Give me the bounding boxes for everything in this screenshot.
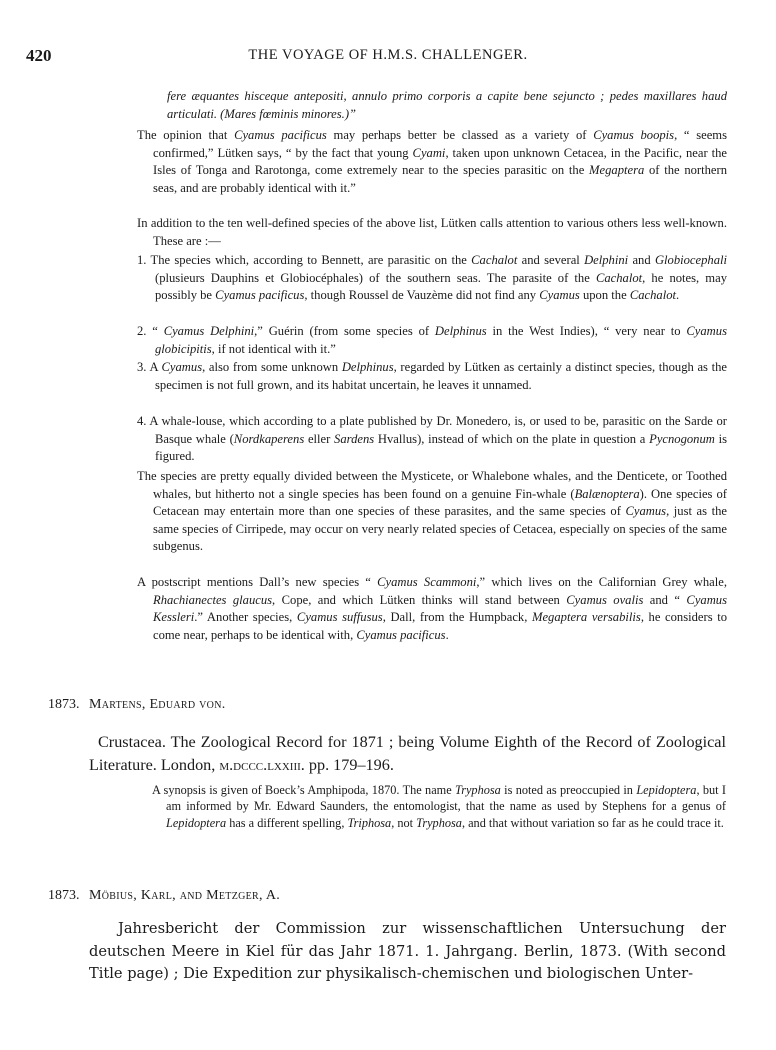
paragraph-additional-species (137, 215, 727, 250)
species-name: Pycnogonum (649, 431, 715, 446)
text-run: , just as the same species of Cirripede, may occur on very nearly related species of Cetacea, especially on species of the same subgenus. (153, 504, 728, 554)
entry-title-mobius (89, 918, 726, 986)
item-number: 3. (137, 360, 147, 374)
entry-note-martens (152, 782, 726, 831)
list-item (137, 252, 727, 305)
species-name: Balænoptera (574, 486, 640, 501)
species-name: Cyamus (161, 360, 203, 374)
species-name: Delphini (584, 253, 629, 267)
text-run: , and that without variation so far as he could trace it. (461, 815, 724, 830)
text-run: , though Roussel de Vauzème did not find any (304, 288, 540, 303)
species-name: Megaptera versabilis (531, 610, 641, 625)
page-header (26, 46, 750, 68)
text-run: , regarded by Lütken as certainly a distinct species, though as the specimen is not full grown, and its habitat uncertain, he leaves it unnamed. (155, 360, 727, 392)
text-run: A whale-louse, which according to a plate published by Dr. Monedero, is, or used to be, parasitic on the Sarde or Basque whale ( (149, 414, 727, 446)
text-run: . (445, 627, 449, 642)
text-run: m.dccc.lxxiii. (219, 755, 305, 774)
text-run: A synopsis is given of Boeck’s Amphipoda, 1870. The name (152, 783, 456, 797)
text-run: A postscript mentions Dall’s new species “ (137, 575, 378, 589)
species-name: Cyamus (625, 504, 667, 519)
text-run: , Dall, from the Humpback, (382, 610, 532, 625)
text-run: Hvallus), instead of which on the plate in question a (374, 431, 650, 446)
text-run: is figured. (155, 431, 727, 464)
species-name: Cachalot (629, 288, 677, 303)
text-run: In addition to the ten well-defined species of the above list, Lütken calls attention to various others less well-known. These are :— (137, 216, 727, 248)
text-run: Jahresbericht der Commission zur wissenschaftlichen Untersuchung der deutschen Meere in Kiel für das Jahr 1871. 1. Jahrgang. Berlin, 1873. (With second Title page) ; Die Expedition zur physikalisch-chemischen und biologischen Unter- (89, 920, 726, 982)
genus-name: Triphosa (347, 815, 392, 830)
text-run: and several (517, 253, 585, 267)
text-run: The species which, according to Bennett, are parasitic on the (150, 253, 472, 267)
text-run: , he considers to come near, perhaps to be identical with, (153, 610, 728, 642)
text-run: eller (304, 431, 335, 446)
text-run: Crustacea. The Zoological Record for 1871 ; being Volume Eighth of the Record of Zoological Literature. London, (89, 733, 726, 774)
paragraph-species-distribution (137, 468, 727, 556)
text-run: The species are pretty equally divided between the Mysticete, or Whalebone whales, and the Denticete, or Toothed whales, but hitherto not a single species has been found on a genuine Fin-whale ( (137, 469, 727, 501)
species-name: Cyamus pacificus (356, 627, 446, 642)
text-run: ). One species of Cetacean may entertain more than one species of these parasites, and the same species of (153, 486, 727, 519)
text-run: , but I am informed by Mr. Edward Saunders, the entomologist, that the name as used by Stephens for a genus of (166, 783, 727, 814)
item-number: 2. (137, 324, 147, 338)
quote-continuation (137, 88, 727, 123)
page-number: 420 (26, 46, 52, 65)
genus-name: Lepidoptera (636, 783, 697, 797)
list-item (137, 413, 727, 466)
species-name: Cyamus suffusus (296, 610, 383, 625)
entry-heading-martens (48, 697, 226, 713)
entry-heading-mobius (48, 888, 280, 904)
entry-year: 1873. (48, 888, 80, 903)
species-name: Cachalot (595, 270, 643, 285)
entry-author: Möbius, Karl, and Metzger, A. (89, 888, 281, 903)
species-name: Cyamus Delphini (163, 324, 255, 338)
text-run: “ (152, 324, 164, 338)
text-run: pp. 179–196. (304, 755, 394, 774)
species-name: Delphinus (341, 360, 394, 374)
species-name: Rhachianectes glaucus (153, 592, 273, 607)
text-run: , he notes, may possibly be (155, 270, 727, 303)
species-name: Cyamus pacificus (215, 288, 305, 303)
text-run: upon the (579, 288, 630, 303)
species-name: Cachalot (471, 253, 518, 267)
list-item (137, 323, 727, 358)
list-item (137, 359, 727, 394)
text-run: , taken upon unknown Cetacea, in the Pacific, near the Isles of Tonga and Rarotonga, come extremely near to the species parasitic on the (153, 145, 727, 178)
entry-author: Martens, Eduard von. (89, 697, 226, 712)
text-run: The opinion that (137, 128, 235, 142)
species-name: Cyamus ovalis (566, 592, 644, 607)
genus-name: Lepidoptera (166, 815, 227, 830)
text-run: , “ seems confirmed,” Lütken says, “ by the fact that young (153, 128, 727, 160)
text-run: A (149, 360, 162, 374)
text-run: has a different spelling, (226, 815, 348, 830)
species-name: Cyamus boopis (593, 128, 675, 142)
text-run: and “ (643, 592, 687, 607)
text-run: is noted as preoccupied in (500, 783, 637, 797)
text-run: of the northern seas, and are probably identical with it.” (153, 163, 727, 195)
text-run: may perhaps better be classed as a variety of (326, 128, 594, 142)
species-name: Cyami (412, 145, 446, 160)
species-name: Cyamus globicipitis (155, 324, 727, 356)
text-run: (plusieurs Dauphins et Globiocéphales) of the southern seas. The parasite of the (155, 270, 596, 285)
item-number: 4. (137, 414, 147, 428)
species-name: Megaptera (589, 163, 645, 178)
species-name: Sardens (334, 431, 375, 446)
text-run: . (676, 288, 680, 303)
text-run: .” Another species, (194, 610, 297, 625)
species-name: Cyamus pacificus (234, 128, 327, 142)
text-run: , Cope, and which Lütken thinks will stand between (272, 592, 567, 607)
paragraph-postscript (137, 574, 727, 644)
text-run: , not (391, 815, 417, 830)
species-name: Delphinus (434, 324, 487, 338)
text-run: ,” which lives on the Californian Grey whale, (476, 575, 727, 589)
species-name: Cyamus (539, 288, 580, 303)
item-number: 1. (137, 253, 147, 267)
text-run: , also from some unknown (202, 360, 342, 374)
species-name: Globiocephali (654, 253, 727, 267)
text-run: ,” Guérin (from some species of (254, 324, 435, 338)
text-run: in the West Indies), “ very near to (486, 324, 687, 338)
species-name: Cyamus Kessleri (153, 592, 728, 625)
genus-name: Tryphosa (416, 815, 462, 830)
species-name: Cyamus Scammoni (377, 575, 477, 589)
species-name: Nordkaperens (233, 431, 305, 446)
genus-name: Tryphosa (455, 783, 501, 797)
text-run: and (628, 253, 655, 267)
entry-year: 1873. (48, 697, 80, 712)
entry-title-martens (89, 731, 726, 776)
paragraph-cyamus-pacificus (137, 127, 727, 197)
quote-text: fere æquantes hisceque antepositi, annulo primo corporis a capite bene sejuncto ; pedes maxillares haud articulati. (Mares fœminis minores.)” (167, 89, 727, 121)
running-title: THE VOYAGE OF H.M.S. CHALLENGER. (248, 47, 528, 63)
text-run: , if not identical with it.” (211, 341, 336, 356)
